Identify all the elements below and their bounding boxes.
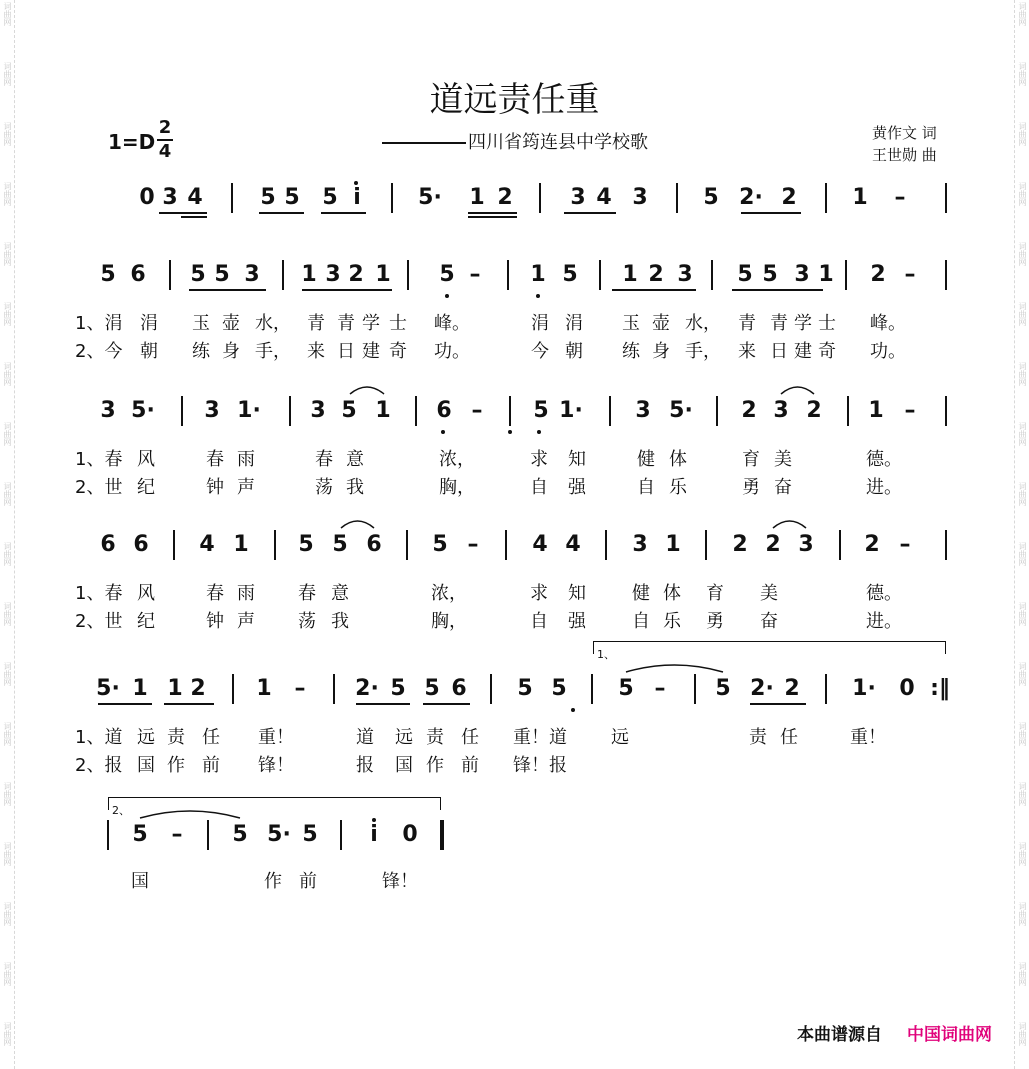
- lyric-syllable: 功。: [870, 341, 906, 362]
- lyric-syllable: 雨: [237, 583, 255, 604]
- note: 2: [497, 185, 513, 210]
- note: 3: [798, 532, 814, 557]
- hold-dash: –: [899, 532, 911, 557]
- watermark-text: 词曲网: [1018, 962, 1027, 986]
- lyric-syllable: 钟: [206, 611, 224, 632]
- note: 5: [190, 262, 206, 287]
- note: 5: [132, 822, 148, 847]
- lyric-syllable: 我: [331, 611, 349, 632]
- lyric-syllable: 我: [346, 477, 364, 498]
- lyric-syllable: 前: [461, 755, 479, 776]
- lyric-syllable: 意: [331, 583, 349, 604]
- watermark-text: 词曲网: [3, 1022, 12, 1046]
- note: 5: [715, 676, 731, 701]
- lyric-syllable: 玉: [192, 313, 210, 334]
- note: 5: [322, 185, 338, 210]
- hold-dash: –: [654, 676, 666, 701]
- watermark-text: 词曲网: [3, 902, 12, 926]
- watermark-text: 词曲网: [3, 122, 12, 146]
- note: 0: [139, 185, 155, 210]
- note: 4: [199, 532, 215, 557]
- lyric-syllable: 乐: [669, 477, 687, 498]
- lyric-syllable: 身: [652, 341, 670, 362]
- note: 5: [298, 532, 314, 557]
- watermark-text: 词曲网: [1018, 722, 1027, 746]
- hold-dash: –: [469, 262, 481, 287]
- watermark-text: 词曲网: [1018, 302, 1027, 326]
- note: 1: [375, 262, 391, 287]
- lyric-syllable: 作: [167, 755, 185, 776]
- note: 5: [214, 262, 230, 287]
- watermark-text: 词曲网: [1018, 662, 1027, 686]
- note: 1·: [852, 676, 876, 701]
- note: 1·: [237, 398, 261, 423]
- note: 4: [532, 532, 548, 557]
- note: 2: [190, 676, 206, 701]
- note: 0: [402, 822, 418, 847]
- watermark-text: 词曲网: [3, 602, 12, 626]
- note: i: [353, 185, 361, 210]
- note: 2: [348, 262, 364, 287]
- lyric-syllable: 体: [669, 449, 687, 470]
- watermark-text: 词曲网: [3, 542, 12, 566]
- watermark-text: 词曲网: [1018, 182, 1027, 206]
- lyric-syllable: 来: [738, 341, 756, 362]
- lyric-syllable: 求: [530, 583, 548, 604]
- lyric-syllable: 自: [530, 611, 548, 632]
- lyric-syllable: 涓: [565, 313, 583, 334]
- hold-dash: –: [894, 185, 906, 210]
- note: 6: [133, 532, 149, 557]
- watermark-text: 词曲网: [1018, 842, 1027, 866]
- lyric-syllable: 学: [794, 313, 812, 334]
- lyric-syllable: 学: [362, 313, 380, 334]
- lyric-syllable: 涓: [531, 313, 549, 334]
- watermark-text: 词曲网: [3, 662, 12, 686]
- note: 5·: [418, 185, 442, 210]
- lyric-syllable: 春: [315, 449, 333, 470]
- lyric-syllable: 报: [356, 755, 374, 776]
- hold-dash: –: [471, 398, 483, 423]
- lyric-syllable: 任: [780, 727, 798, 748]
- lyric-syllable: 2、今: [75, 341, 123, 362]
- note: 2: [784, 676, 800, 701]
- composer-credit: 王世勋 曲: [872, 146, 937, 164]
- lyric-syllable: 青: [770, 313, 788, 334]
- lyric-syllable: 纪: [137, 611, 155, 632]
- lyric-syllable: 强: [568, 611, 586, 632]
- hold-dash: –: [171, 822, 183, 847]
- note: 5: [302, 822, 318, 847]
- watermark-text: 词曲网: [3, 722, 12, 746]
- watermark-text: 词曲网: [1018, 542, 1027, 566]
- lyric-syllable: 任: [461, 727, 479, 748]
- watermark-text: 词曲网: [3, 422, 12, 446]
- watermark-text: 词曲网: [1018, 782, 1027, 806]
- note: 5: [390, 676, 406, 701]
- hold-dash: –: [904, 262, 916, 287]
- watermark-text: 词曲网: [1018, 242, 1027, 266]
- lyric-syllable: 2、报: [75, 755, 123, 776]
- note: 5: [551, 676, 567, 701]
- note: 3: [244, 262, 260, 287]
- lyric-syllable: 手，: [255, 341, 291, 362]
- note: 4: [187, 185, 203, 210]
- note: 2: [765, 532, 781, 557]
- note: 1: [852, 185, 868, 210]
- watermark-text: 词曲网: [3, 242, 12, 266]
- note: 6: [451, 676, 467, 701]
- lyric-syllable: 士: [389, 313, 407, 334]
- tie-slur: [626, 665, 723, 672]
- note: 3: [100, 398, 116, 423]
- lyric-syllable: 国: [137, 755, 155, 776]
- lyricist-credit: 黄作文 词: [872, 124, 937, 142]
- watermark-text: 词曲网: [1018, 482, 1027, 506]
- watermark-text: 词曲网: [1018, 62, 1027, 86]
- note: 5: [424, 676, 440, 701]
- lyric-syllable: 士: [818, 313, 836, 334]
- time-signature-bottom: 4: [158, 141, 172, 162]
- lyric-syllable: 胸，: [439, 477, 475, 498]
- lyric-syllable: 风: [137, 449, 155, 470]
- note: 3: [570, 185, 586, 210]
- note: 1: [256, 676, 272, 701]
- lyric-syllable: 涓: [140, 313, 158, 334]
- note: 5: [703, 185, 719, 210]
- watermark-text: 词曲网: [1018, 422, 1027, 446]
- lyric-syllable: 日: [337, 341, 355, 362]
- lyric-syllable: 勇: [706, 611, 724, 632]
- lyric-syllable: 国: [395, 755, 413, 776]
- note: 5: [762, 262, 778, 287]
- lyric-syllable: 青: [738, 313, 756, 334]
- note: 5: [533, 398, 549, 423]
- lyric-syllable: 身: [222, 341, 240, 362]
- note: i: [370, 822, 378, 847]
- lyric-syllable: 责: [426, 727, 444, 748]
- lyric-syllable: 健: [632, 583, 650, 604]
- lyric-syllable: 2、世: [75, 611, 123, 632]
- note: 2: [870, 262, 886, 287]
- lyric-syllable: 钟: [206, 477, 224, 498]
- note: 6: [436, 398, 452, 423]
- hold-dash: –: [467, 532, 479, 557]
- note: 2: [806, 398, 822, 423]
- lyric-syllable: 道: [356, 727, 374, 748]
- lyric-syllable: 远: [137, 727, 155, 748]
- lyric-syllable: 功。: [434, 341, 470, 362]
- lyric-syllable: 锋！: [258, 755, 294, 776]
- note: 5: [432, 532, 448, 557]
- lyric-syllable: 德。: [866, 449, 902, 470]
- watermark-text: 词曲网: [1018, 902, 1027, 926]
- lyric-syllable: 责: [749, 727, 767, 748]
- lyric-syllable: 奇: [389, 341, 407, 362]
- tie-slur: [781, 387, 814, 394]
- volta-1-label: 1、: [597, 648, 615, 661]
- watermark-text: 词曲网: [3, 842, 12, 866]
- lyric-syllable: 美: [774, 449, 792, 470]
- lyric-syllable: 春: [206, 583, 224, 604]
- lyric-syllable: 重！道: [513, 727, 567, 748]
- lyric-syllable: 任: [202, 727, 220, 748]
- lyric-syllable: 青: [337, 313, 355, 334]
- watermark-text: 词曲网: [1018, 2, 1027, 26]
- lyric-syllable: 峰。: [434, 313, 470, 334]
- lyric-syllable: 前: [202, 755, 220, 776]
- note: 1: [622, 262, 638, 287]
- watermark-text: 词曲网: [3, 782, 12, 806]
- lyric-syllable: 远: [611, 727, 629, 748]
- note: 1: [167, 676, 183, 701]
- lyric-syllable: 浓，: [439, 449, 475, 470]
- lyric-syllable: 锋！: [382, 871, 418, 892]
- lyric-syllable: 日: [770, 341, 788, 362]
- lyric-syllable: 进。: [866, 611, 902, 632]
- tie-slur: [773, 521, 806, 528]
- lyric-syllable: 奋: [760, 611, 778, 632]
- note: 1: [233, 532, 249, 557]
- watermark-text: 词曲网: [3, 962, 12, 986]
- lyric-syllable: 知: [568, 449, 586, 470]
- tie-slur: [140, 811, 240, 818]
- lyric-syllable: 体: [663, 583, 681, 604]
- note: 1: [132, 676, 148, 701]
- lyric-syllable: 责: [167, 727, 185, 748]
- note: 3: [632, 532, 648, 557]
- tie-slur: [350, 387, 384, 394]
- watermark-text: 词曲网: [3, 182, 12, 206]
- note: 3: [794, 262, 810, 287]
- lyric-syllable: 建: [362, 341, 380, 362]
- note: 6: [100, 532, 116, 557]
- lyric-syllable: 水，: [685, 313, 721, 334]
- lyric-syllable: 作: [264, 871, 282, 892]
- volta-2-bracket: [108, 797, 441, 810]
- note: 1: [375, 398, 391, 423]
- note: 1: [868, 398, 884, 423]
- lyric-syllable: 重！: [850, 727, 886, 748]
- lyric-syllable: 春: [298, 583, 316, 604]
- note: 5: [232, 822, 248, 847]
- lyric-syllable: 浓，: [431, 583, 467, 604]
- lyric-syllable: 育: [706, 583, 724, 604]
- lyric-syllable: 雨: [237, 449, 255, 470]
- lyric-syllable: 求: [530, 449, 548, 470]
- lyric-syllable: 春: [206, 449, 224, 470]
- lyric-syllable: 育: [742, 449, 760, 470]
- footer-source: 本曲谱源自: [797, 1025, 882, 1045]
- note: 5: [562, 262, 578, 287]
- watermark-text: 词曲网: [3, 362, 12, 386]
- lyric-syllable: 奇: [818, 341, 836, 362]
- volta-2-label: 2、: [112, 804, 130, 817]
- note: 2·: [355, 676, 379, 701]
- lyric-syllable: 重！: [258, 727, 294, 748]
- note: 3: [773, 398, 789, 423]
- lyric-syllable: 玉: [622, 313, 640, 334]
- lyric-syllable: 强: [568, 477, 586, 498]
- lyric-syllable: 壶: [222, 313, 240, 334]
- lyric-syllable: 2、世: [75, 477, 123, 498]
- lyric-syllable: 青: [307, 313, 325, 334]
- lyric-syllable: 胸，: [431, 611, 467, 632]
- tie-slur: [341, 521, 374, 528]
- lyric-syllable: 峰。: [870, 313, 906, 334]
- note: 3: [162, 185, 178, 210]
- lyric-syllable: 建: [794, 341, 812, 362]
- lyric-syllable: 国: [131, 871, 149, 892]
- watermark-text: 词曲网: [1018, 122, 1027, 146]
- lyric-syllable: 壶: [652, 313, 670, 334]
- note: 1·: [559, 398, 583, 423]
- lyric-syllable: 美: [760, 583, 778, 604]
- note: 3: [635, 398, 651, 423]
- lyric-syllable: 1、涓: [75, 313, 123, 334]
- watermark-text: 词曲网: [1018, 1022, 1027, 1046]
- note: 1: [301, 262, 317, 287]
- lyric-syllable: 远: [395, 727, 413, 748]
- note: 2: [864, 532, 880, 557]
- lyric-syllable: 自: [530, 477, 548, 498]
- lyric-syllable: 1、春: [75, 449, 123, 470]
- song-title: 道远责任重: [429, 80, 600, 120]
- lyric-syllable: 声: [237, 611, 255, 632]
- note: 5: [284, 185, 300, 210]
- note: 5: [618, 676, 634, 701]
- time-signature-top: 2: [158, 117, 172, 138]
- note: 5·: [669, 398, 693, 423]
- note: 2: [732, 532, 748, 557]
- lyric-syllable: 知: [568, 583, 586, 604]
- note: 5·: [267, 822, 291, 847]
- lyric-syllable: 自: [632, 611, 650, 632]
- note: 3: [677, 262, 693, 287]
- note: 5: [332, 532, 348, 557]
- lyric-syllable: 作: [426, 755, 444, 776]
- note: 6: [366, 532, 382, 557]
- watermark-text: 词曲网: [1018, 362, 1027, 386]
- lyric-syllable: 荡: [298, 611, 316, 632]
- lyric-syllable: 意: [346, 449, 364, 470]
- repeat-end-sign: :‖: [930, 676, 950, 701]
- note: 3: [310, 398, 326, 423]
- lyric-syllable: 奋: [774, 477, 792, 498]
- watermark-text: 词曲网: [3, 62, 12, 86]
- footer-site-link[interactable]: 中国词曲网: [907, 1025, 992, 1045]
- note: 3: [632, 185, 648, 210]
- note: 1: [665, 532, 681, 557]
- note: 2·: [739, 185, 763, 210]
- note: 5: [737, 262, 753, 287]
- hold-dash: –: [904, 398, 916, 423]
- volta-1-bracket: [593, 641, 946, 654]
- note: 2: [741, 398, 757, 423]
- subtitle-text: 四川省筠连县中学校歌: [468, 132, 648, 153]
- note: 1: [818, 262, 834, 287]
- lyric-syllable: 1、道: [75, 727, 123, 748]
- lyric-syllable: 健: [637, 449, 655, 470]
- lyric-syllable: 1、春: [75, 583, 123, 604]
- note: 2: [781, 185, 797, 210]
- watermark-text: 词曲网: [3, 482, 12, 506]
- lyric-syllable: 荡: [315, 477, 333, 498]
- lyric-syllable: 勇: [742, 477, 760, 498]
- lyric-syllable: 手，: [685, 341, 721, 362]
- hold-dash: –: [294, 676, 306, 701]
- lyric-syllable: 纪: [137, 477, 155, 498]
- lyric-syllable: 来: [307, 341, 325, 362]
- note: 3: [204, 398, 220, 423]
- lyric-syllable: 乐: [663, 611, 681, 632]
- note: 5: [100, 262, 116, 287]
- note: 5: [341, 398, 357, 423]
- key-signature: 1=D: [108, 130, 156, 154]
- lyric-syllable: 锋！报: [513, 755, 567, 776]
- watermark-text: 词曲网: [1018, 602, 1027, 626]
- lyric-syllable: 风: [137, 583, 155, 604]
- note: 2: [648, 262, 664, 287]
- note: 5: [517, 676, 533, 701]
- note: 2·: [750, 676, 774, 701]
- lyric-syllable: 进。: [866, 477, 902, 498]
- lyric-syllable: 自: [637, 477, 655, 498]
- note: 4: [596, 185, 612, 210]
- note: 5·: [131, 398, 155, 423]
- lyric-syllable: 前: [299, 871, 317, 892]
- lyric-syllable: 水，: [255, 313, 291, 334]
- lyric-syllable: 练: [622, 341, 640, 362]
- note: 5: [439, 262, 455, 287]
- lyric-syllable: 声: [237, 477, 255, 498]
- lyric-syllable: 德。: [866, 583, 902, 604]
- note: 0: [899, 676, 915, 701]
- note: 5·: [96, 676, 120, 701]
- note: 1: [530, 262, 546, 287]
- note: 3: [325, 262, 341, 287]
- watermark-text: 词曲网: [3, 302, 12, 326]
- watermark-text: 词曲网: [3, 2, 12, 26]
- note: 4: [565, 532, 581, 557]
- note: 5: [260, 185, 276, 210]
- lyric-syllable: 朝: [140, 341, 158, 362]
- lyric-syllable: 今: [531, 341, 549, 362]
- lyric-syllable: 朝: [565, 341, 583, 362]
- note: 6: [130, 262, 146, 287]
- note: 1: [469, 185, 485, 210]
- lyric-syllable: 练: [192, 341, 210, 362]
